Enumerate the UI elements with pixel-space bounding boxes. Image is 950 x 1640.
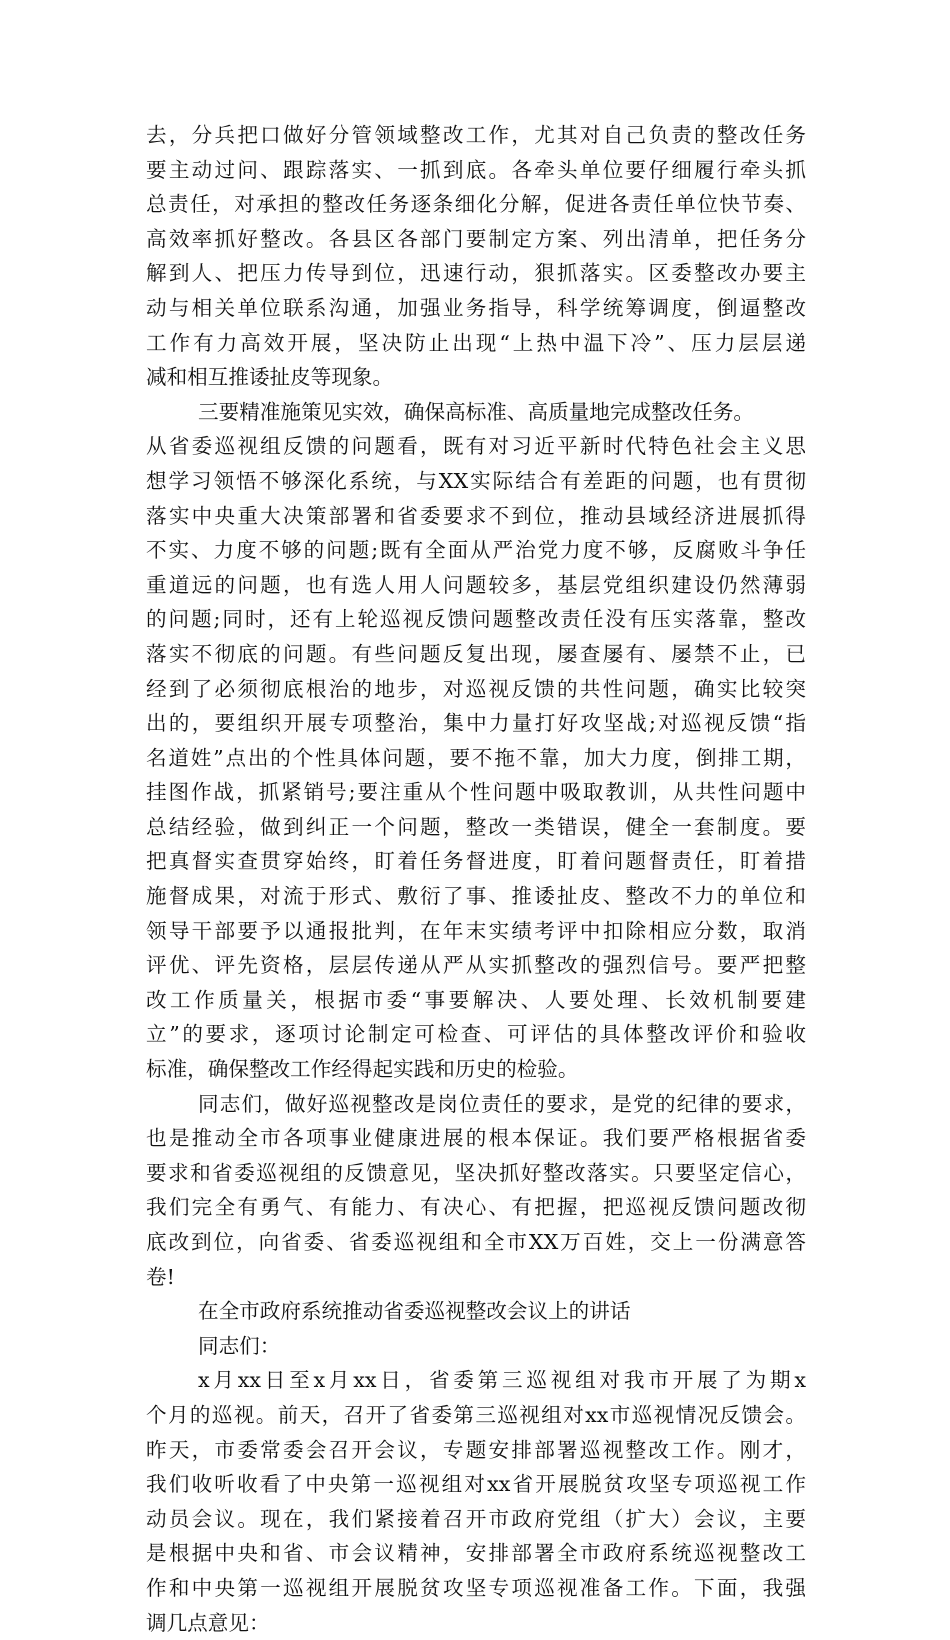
text-line: 作和中央第一巡视组开展脱贫攻坚专项巡视准备工作。下面，我强 <box>146 1575 806 1600</box>
text-line: 改工作质量关，根据市委“事要解决、人要处理、长效机制要建 <box>146 987 806 1012</box>
text-line: 要求和省委巡视组的反馈意见，坚决抓好整改落实。只要坚定信心， <box>146 1160 806 1185</box>
text-line: 个月的巡视。前天，召开了省委第三巡视组对xx市巡视情况反馈会。 <box>146 1402 806 1427</box>
text-line: x月xx日至x月xx日，省委第三巡视组对我市开展了为期x <box>198 1368 806 1393</box>
text-line: 标准，确保整改工作经得起实践和历史的检验。 <box>146 1057 579 1082</box>
text-line: 挂图作战，抓紧销号;要注重从个性问题中吸取教训，从共性问题中 <box>146 780 806 805</box>
speech-title: 在全市政府系统推动省委巡视整改会议上的讲话 <box>198 1299 631 1324</box>
text-line: 也是推动全市各项事业健康进展的根本保证。我们要严格根据省委 <box>146 1126 806 1151</box>
text-line: 总责任，对承担的整改任务逐条细化分解，促进各责任单位快节奏、 <box>146 192 806 217</box>
text-line: 昨天，市委常委会召开会议，专题安排部署巡视整改工作。刚才， <box>146 1437 806 1462</box>
text-line: 的问题;同时，还有上轮巡视反馈问题整改责任没有压实落靠，整改 <box>146 607 806 632</box>
text-line: 要主动过问、跟踪落实、一抓到底。各牵头单位要仔细履行牵头抓 <box>146 157 806 182</box>
text-line: 调几点意见： <box>146 1610 270 1635</box>
text-line: 名道姓”点出的个性具体问题，要不拖不靠，加大力度，倒排工期， <box>146 745 806 770</box>
text-line: 重道远的问题，也有选人用人问题较多，基层党组织建设仍然薄弱 <box>146 572 806 597</box>
text-line: 经到了必须彻底根治的地步，对巡视反馈的共性问题，确实比较突 <box>146 676 806 701</box>
text-line: 卷! <box>146 1264 175 1289</box>
text-line: 出的，要组织开展专项整治，集中力量打好攻坚战;对巡视反馈“指 <box>146 711 806 736</box>
text-line: 施督成果，对流于形式、敷衍了事、推诿扯皮、整改不力的单位和 <box>146 884 806 909</box>
text-line: 工作有力高效开展，坚决防止出现“上热中温下冷”、压力层层递 <box>146 330 806 355</box>
text-line: 落实中央重大决策部署和省委要求不到位，推动县域经济进展抓得 <box>146 503 806 528</box>
salutation: 同志们： <box>198 1333 281 1358</box>
text-line: 同志们，做好巡视整改是岗位责任的要求，是党的纪律的要求， <box>198 1091 806 1116</box>
text-line: 落实不彻底的问题。有些问题反复出现，屡查屡有、屡禁不止，已 <box>146 641 806 666</box>
text-line: 是根据中央和省、市会议精神，安排部署全市政府系统巡视整改工 <box>146 1541 806 1566</box>
text-line: 立”的要求，逐项讨论制定可检查、可评估的具体整改评价和验收 <box>146 1022 806 1047</box>
text-line: 想学习领悟不够深化系统，与XX实际结合有差距的问题，也有贯彻 <box>146 468 806 493</box>
text-line: 高效率抓好整改。各县区各部门要制定方案、列出清单，把任务分 <box>146 226 806 251</box>
text-line: 总结经验，做到纠正一个问题，整改一类错误，健全一套制度。要 <box>146 814 806 839</box>
paragraph-heading: 三要精准施策见实效，确保高标准、高质量地完成整改任务。 <box>198 399 755 424</box>
text-line: 我们完全有勇气、有能力、有决心、有把握，把巡视反馈问题改彻 <box>146 1195 806 1220</box>
text-line: 底改到位，向省委、省委巡视组和全市XX万百姓，交上一份满意答 <box>146 1230 806 1254</box>
text-line: 我们收听收看了中央第一巡视组对xx省开展脱贫攻坚专项巡视工作 <box>146 1472 806 1497</box>
text-line: 动与相关单位联系沟通，加强业务指导，科学统筹调度，倒逼整改 <box>146 295 806 320</box>
text-line: 解到人、把压力传导到位，迅速行动，狠抓落实。区委整改办要主 <box>146 261 806 286</box>
text-line: 评优、评先资格，层层传递从严从实抓整改的强烈信号。要严把整 <box>146 953 806 978</box>
text-line: 去，分兵把口做好分管领域整改工作，尤其对自己负责的整改任务 <box>146 123 806 147</box>
document-body <box>146 118 806 1640</box>
text-line: 不实、力度不够的问题;既有全面从严治党力度不够，反腐败斗争任 <box>146 538 806 563</box>
text-line: 领导干部要予以通报批判，在年末实绩考评中扣除相应分数，取消 <box>146 918 806 943</box>
text-line: 减和相互推诿扯皮等现象。 <box>146 365 394 390</box>
text-line: 把真督实查贯穿始终，盯着任务督进度，盯着问题督责任，盯着措 <box>146 849 806 874</box>
text-line: 从省委巡视组反馈的问题看，既有对习近平新时代特色社会主义思 <box>146 434 806 459</box>
text-line: 动员会议。现在，我们紧接着召开市政府党组（扩大）会议，主要 <box>146 1506 806 1531</box>
